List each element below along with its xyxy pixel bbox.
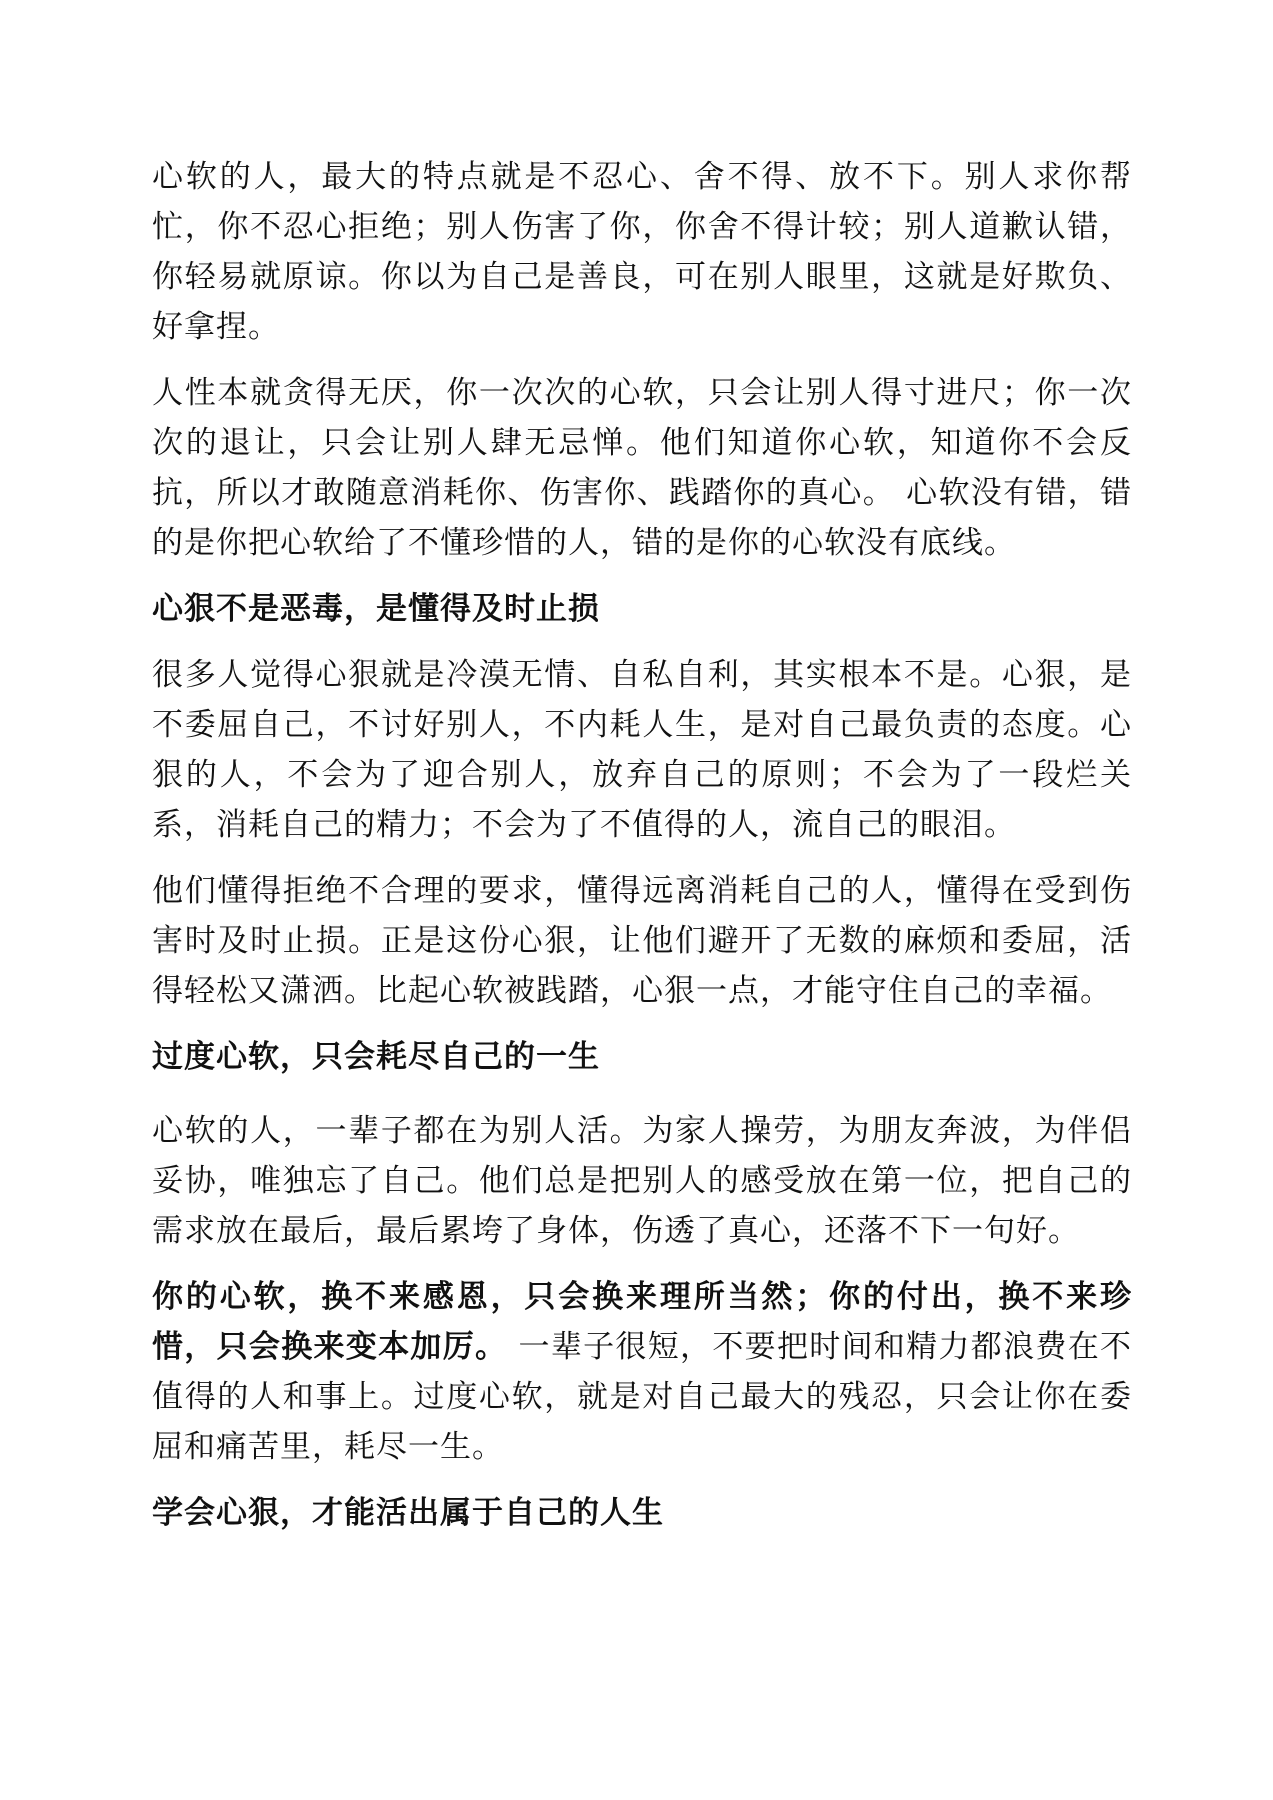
paragraph-6-text: 一辈子很短，不要把时间和精力都浪费在不值得的人和事上。过度心软，就是对自己最大的残忍，只会让你在委屈和痛苦里，耗尽一生。 [152, 1329, 1133, 1465]
section-heading-2: 过度心软，只会耗尽自己的一生 [152, 1039, 600, 1075]
section-heading-3: 学会心狠，才能活出属于自己的人生 [152, 1495, 664, 1531]
paragraph-4: 他们懂得拒绝不合理的要求，懂得远离消耗自己的人，懂得在受到伤害时及时止损。正是这份心狠，让他们避开了无数的麻烦和委屈，活得轻松又潇洒。比起心软被践踏，心狠一点，才能守住自己的幸福。 [152, 873, 1132, 1009]
paragraph-3: 很多人觉得心狠就是冷漠无情、自私自利，其实根本不是。心狠，是不委屈自己，不讨好别人，不内耗人生，是对自己最负责的态度。心狠的人，不会为了迎合别人，放弃自己的原则；不会为了一段烂关系，消耗自己的精力；不会为了不值得的人，流自己的眼泪。 [152, 657, 1132, 843]
section-heading-1: 心狠不是恶毒，是懂得及时止损 [152, 591, 600, 627]
article-body [152, 152, 1132, 1554]
paragraph-5: 心软的人，一辈子都在为别人活。为家人操劳，为朋友奔波，为伴侣妥协，唯独忘了自己。他们总是把别人的感受放在第一位，把自己的需求放在最后，最后累垮了身体，伤透了真心，还落不下一句好。 [152, 1113, 1132, 1249]
paragraph-1: 心软的人，最大的特点就是不忍心、舍不得、放不下。别人求你帮忙，你不忍心拒绝；别人伤害了你，你舍不得计较；别人道歉认错，你轻易就原谅。你以为自己是善良，可在别人眼里，这就是好欺负、好拿捏。 [152, 159, 1132, 345]
paragraph-6 [152, 1272, 1132, 1472]
paragraph-2: 人性本就贪得无厌，你一次次的心软，只会让别人得寸进尺；你一次次的退让，只会让别人肆无忌惮。他们知道你心软，知道你不会反抗，所以才敢随意消耗你、伤害你、践踏你的真心。 心软没有错，错的是你把心软给了不懂珍惜的人，错的是你的心软没有底线。 [152, 375, 1132, 561]
paragraph-6-emphasis: 你的心软，换不来感恩，只会换来理所当然；你的付出，换不来珍惜，只会换来变本加厉。 [152, 1279, 1132, 1365]
